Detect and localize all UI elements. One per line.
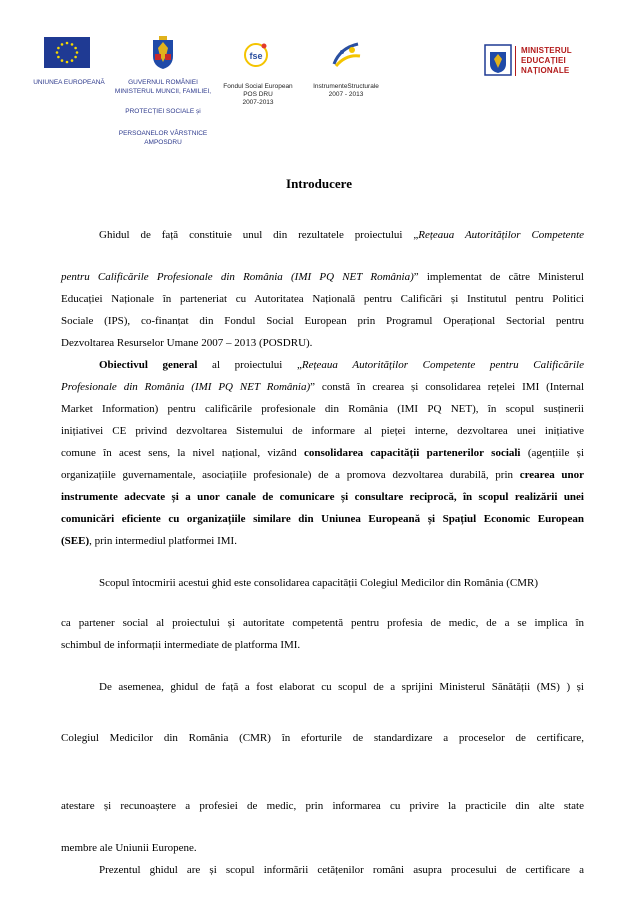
p1-line3: Educației Naționale în parteneriat cu Autoritatea Națională pentru Calificări și Institutul pentru Politici <box>61 293 584 305</box>
gov-line4: PERSOANELOR VÂRSTNICE <box>118 130 208 137</box>
p3-line2: ca partener social al proiectului și autoritate competentă pentru profesia de medic, de a se implica în <box>61 617 584 629</box>
p2-line7 <box>61 486 584 508</box>
p4-line3: atestare și recunoaștere a profesiei de medic, prin informarea cu privire la practicile din alte state <box>61 800 584 812</box>
p2-l2-text: ” constă în crearea și consolidarea rețelei IMI (Internal <box>310 381 584 393</box>
p2-line6 <box>61 464 584 486</box>
p4-line1: De asemenea, ghidul de față a fost elaborat cu scopul de a sprijini Ministerul Sănătății (MS) ) și <box>99 681 584 693</box>
p1-line5: Dezvoltarea Resurselor Umane 2007 – 2013 (POSDRU). <box>61 337 313 349</box>
p2-line5 <box>61 442 584 464</box>
p1-line1 <box>61 224 584 246</box>
p1-l1-italic: Rețeaua Autorităților Competente <box>418 229 585 241</box>
p2-line4: inițiativei CE privind dezvoltarea Sistemului de informare al pieței interne, dezvoltarea unei inițiative <box>61 425 584 437</box>
gov-line5: AMPOSDRU <box>144 139 182 146</box>
p2-l5-text: comune în acest sens, la nivel național, vizând <box>61 447 305 459</box>
p2-l1-italic: Rețeaua Autorităților Competente pentru Calificările <box>301 359 584 371</box>
p2-l8-bold: comunicări eficiente cu organizațiile similare din Uniunea Europeană și Spațiul Economic European <box>61 513 584 525</box>
ministry-line3: NAȚIONALE <box>521 66 570 75</box>
is-line1: InstrumenteStructurale <box>313 83 379 90</box>
p2-line3: Market Information) pentru calificările profesionale din România (IMI PQ NET), în scopul susținerii <box>61 403 584 415</box>
p4-line4: membre ale Uniunii Europene. <box>61 842 197 854</box>
fse-logo <box>243 41 269 74</box>
p2-l7-bold: instrumente adecvate și a unor canale de comunicare și consultare reciprocă, în scopul realizării unei <box>61 491 584 503</box>
p2-l1-text: al proiectului „ <box>197 359 302 371</box>
gov-line3: PROTECȚIEI SOCIALE și <box>125 108 201 115</box>
fse-logo-text: fse <box>249 51 263 61</box>
p3-line1: Scopul întocmirii acestui ghid este consolidarea capacității Colegiul Medicilor din România (CMR) <box>99 577 538 589</box>
ministry-line2: EDUCAȚIEI <box>521 56 566 65</box>
instrumente-structurale-logo <box>330 38 362 75</box>
fse-line2: POS DRU <box>243 91 273 98</box>
ministry-education-logo <box>484 44 512 81</box>
p1-l2-text: ” implementat de către Ministerul <box>413 271 584 283</box>
p2-l6-bold: crearea unor <box>519 469 584 481</box>
p2-l6-text: organizațiile guvernamentale, asociațiile profesionale) de a promova dezvoltarea durabilă, prin <box>61 469 520 481</box>
p1-line2 <box>61 266 584 288</box>
p2-line1 <box>61 354 584 376</box>
p2-l9-text: , prin intermediul platformei IMI. <box>89 535 237 547</box>
fse-line1: Fondul Social European <box>223 83 293 90</box>
p2-l2-italic: Profesionale din România (IMI PQ NET România) <box>61 381 311 393</box>
p1-line4: Sociale (IPS), co-finanțat din Fondul Social European prin Programul Operațional Sectorial pentru <box>61 315 584 327</box>
p2-l9-bold: (SEE) <box>61 535 90 547</box>
p2-line9 <box>61 530 584 552</box>
p5-line1: Prezentul ghidul are și scopul informării cetățenilor români asupra procesului de certificare a <box>99 864 584 876</box>
gov-line2: MINISTERUL MUNCII, FAMILIEI, <box>114 88 212 95</box>
p2-l1-bold: Obiectivul general <box>99 359 198 371</box>
ministry-name-block <box>515 46 572 76</box>
fse-line3: 2007-2013 <box>242 99 274 106</box>
p2-l5-end: (agențiile și <box>520 447 585 459</box>
p4-line2: Colegiul Medicilor din România (CMR) în eforturile de standardizare a proceselor de certificare, <box>61 732 584 744</box>
page-title: Introducere <box>286 176 352 191</box>
p2-l5-bold: consolidarea capacității partenerilor sociali <box>304 447 521 459</box>
p1-l2-italic: pentru Calificările Profesionale din România (IMI PQ NET România) <box>61 271 414 283</box>
p2-line8 <box>61 508 584 530</box>
ministry-line1: MINISTERUL <box>521 46 572 55</box>
p3-line3: schimbul de informații intermediate de platforma IMI. <box>61 639 301 651</box>
eu-flag-logo <box>44 37 90 73</box>
romania-coat-of-arms-logo <box>150 36 176 75</box>
is-line2: 2007 - 2013 <box>328 91 364 98</box>
p1-l1-text: Ghidul de față constituie unul din rezultatele proiectului „ <box>99 229 419 241</box>
p2-line2 <box>61 376 584 398</box>
eu-label: UNIUNEA EUROPEANĂ <box>33 79 105 86</box>
gov-line1: GUVERNUL ROMÂNIEI <box>128 79 198 86</box>
